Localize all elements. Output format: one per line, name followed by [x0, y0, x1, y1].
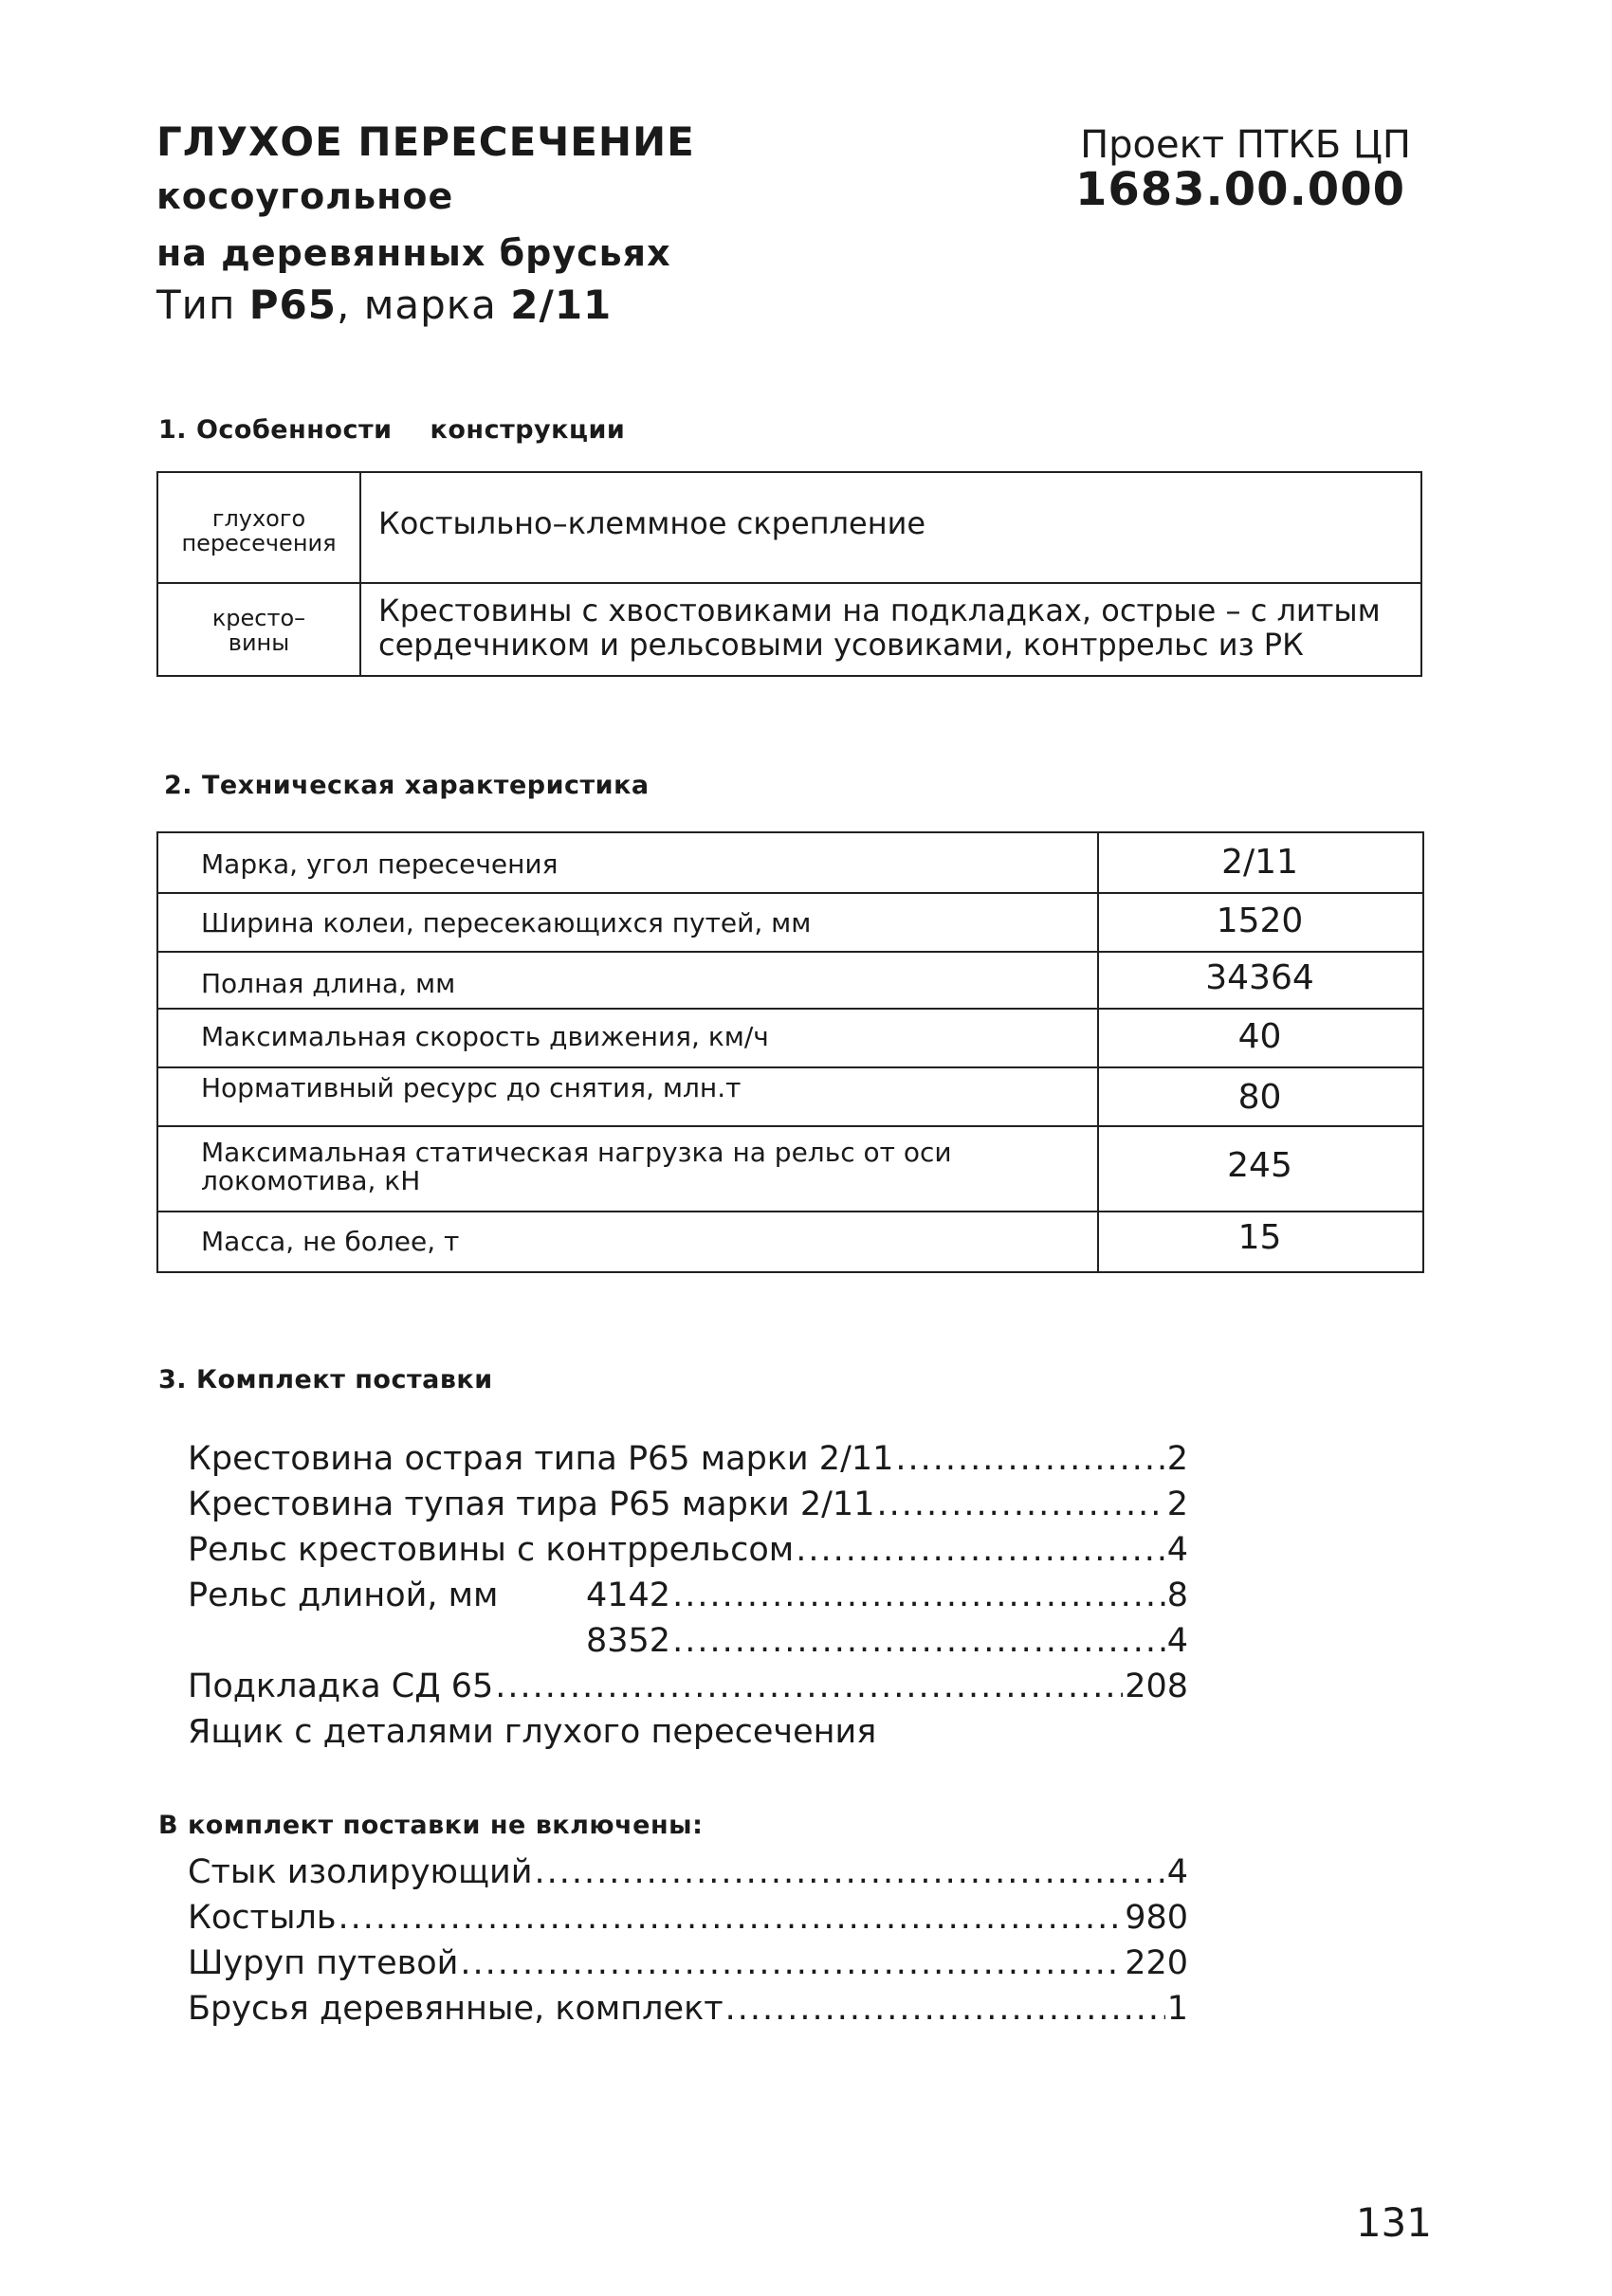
- item-name: Рельс крестовины с контррельсом: [188, 1531, 795, 1569]
- row-value: Костыльно–клеммное скрепление: [378, 505, 926, 541]
- column-divider: [359, 473, 361, 675]
- item-name: Брусья деревянные, комплект: [188, 1990, 724, 2028]
- leader-dots: [339, 1897, 1124, 1939]
- list-item: [188, 1620, 1188, 1662]
- param-value: 80: [1237, 1078, 1282, 1117]
- list-item: [188, 1851, 1188, 1893]
- param-name: Максимальная скорость движения, км/ч: [201, 1021, 769, 1052]
- table-row: [158, 1125, 1422, 1212]
- item-qty: 2: [1166, 1485, 1188, 1523]
- leader-dots: [495, 1666, 1123, 1707]
- list-item: [188, 1897, 1188, 1939]
- mark-prefix: , марка: [337, 282, 511, 328]
- type-value: Р65: [248, 282, 337, 328]
- row-label-line: вины: [228, 629, 290, 656]
- section-2-heading: 2. Техническая характеристика: [164, 771, 650, 800]
- param-value: 40: [1237, 1017, 1282, 1056]
- param-value: 1520: [1216, 902, 1304, 940]
- list-item: [188, 1438, 1188, 1480]
- table-row: [158, 582, 1420, 675]
- page-number: 131: [1355, 2199, 1432, 2246]
- param-name: Масса, не более, т: [201, 1226, 460, 1257]
- item-qty: 220: [1125, 1944, 1188, 1982]
- list-item-plain: Ящик с деталями глухого пересечения: [188, 1713, 877, 1751]
- list-item: [188, 1666, 1188, 1707]
- leader-dots: [672, 1620, 1165, 1662]
- item-name: Подкладка СД 65: [188, 1667, 494, 1705]
- item-qty: 1: [1166, 1990, 1188, 2028]
- table-row: [158, 951, 1422, 1010]
- param-name: Полная длина, мм: [201, 968, 456, 999]
- row-label: [158, 506, 359, 556]
- project-label: Проект ПТКБ ЦП: [1080, 123, 1411, 167]
- list-item: [188, 1575, 1188, 1616]
- param-name: Максимальная статическая нагрузка на рельс от оси локомотива, кН: [201, 1137, 952, 1196]
- param-value: 15: [1237, 1218, 1282, 1257]
- leader-dots: [796, 1529, 1165, 1571]
- type-prefix: Тип: [156, 282, 249, 328]
- item-qty: 8: [1166, 1576, 1188, 1614]
- table-row: [158, 1066, 1422, 1127]
- section-4-heading: В комплект поставки не включены:: [158, 1811, 704, 1840]
- param-name: Нормативный ресурс до снятия, млн.т: [201, 1072, 742, 1103]
- document-subtitle-2: на деревянных брусьях: [156, 232, 671, 274]
- item-qty: 4: [1166, 1853, 1188, 1891]
- row-label-line: пересечения: [181, 530, 337, 556]
- item-name: Стык изолирующий: [188, 1853, 533, 1891]
- param-value: 245: [1227, 1146, 1292, 1185]
- item-qty: 2: [1166, 1440, 1188, 1478]
- list-item: [188, 1484, 1188, 1525]
- item-qty: 4: [1166, 1622, 1188, 1660]
- leader-dots: [534, 1851, 1164, 1893]
- table-row: [158, 892, 1422, 953]
- param-name: Марка, угол пересечения: [201, 848, 559, 880]
- param-name: Ширина колеи, пересекающихся путей, мм: [201, 907, 812, 938]
- leader-dots: [895, 1438, 1164, 1480]
- column-divider: [1097, 833, 1099, 1271]
- param-value: 34364: [1205, 958, 1314, 997]
- row-label-line: глухого: [211, 505, 306, 532]
- item-name: Шуруп путевой: [188, 1944, 459, 1982]
- type-and-mark: [156, 282, 612, 328]
- project-code: 1683.00.000: [1074, 163, 1405, 216]
- item-sub-value: 8352: [586, 1622, 671, 1660]
- leader-dots: [672, 1575, 1165, 1616]
- list-item: [188, 1988, 1188, 2030]
- leader-dots: [460, 1942, 1123, 1984]
- row-label: [158, 606, 359, 655]
- item-name: Костыль: [188, 1899, 337, 1937]
- mark-value: 2/11: [510, 282, 613, 328]
- construction-features-table: [156, 471, 1422, 677]
- document-title: ГЛУХОЕ ПЕРЕСЕЧЕНИЕ: [156, 118, 695, 165]
- list-item: [188, 1529, 1188, 1571]
- item-name: Крестовина тупая тира Р65 марки 2/11: [188, 1485, 875, 1523]
- param-value: 2/11: [1221, 843, 1298, 882]
- section-3-heading: 3. Комплект поставки: [158, 1365, 493, 1394]
- list-item: [188, 1942, 1188, 1984]
- item-sub-value: 4142: [586, 1576, 671, 1614]
- row-value: Крестовины с хвостовиками на подкладках, острые – с литым сердечником и рельсовыми усовиками, контррельс из РК: [378, 592, 1381, 663]
- leader-dots: [876, 1484, 1164, 1525]
- table-row: [158, 473, 1420, 584]
- section-1-heading-part1: 1. Особенности: [158, 415, 393, 445]
- row-label-line: кресто–: [211, 605, 306, 631]
- table-row: [158, 833, 1422, 894]
- item-qty: 980: [1125, 1899, 1188, 1937]
- item-name: Крестовина острая типа Р65 марки 2/11: [188, 1440, 894, 1478]
- leader-dots: [725, 1988, 1165, 2030]
- document-subtitle-1: косоугольное: [156, 175, 454, 217]
- item-qty: 4: [1166, 1531, 1188, 1569]
- section-1-heading-part2: конструкции: [430, 415, 626, 445]
- section-1-heading: [158, 415, 625, 445]
- item-qty: 208: [1125, 1667, 1188, 1705]
- table-row: [158, 1211, 1422, 1271]
- item-name: Рельс длиной, мм: [188, 1576, 499, 1614]
- table-row: [158, 1008, 1422, 1068]
- technical-specs-table: [156, 831, 1424, 1273]
